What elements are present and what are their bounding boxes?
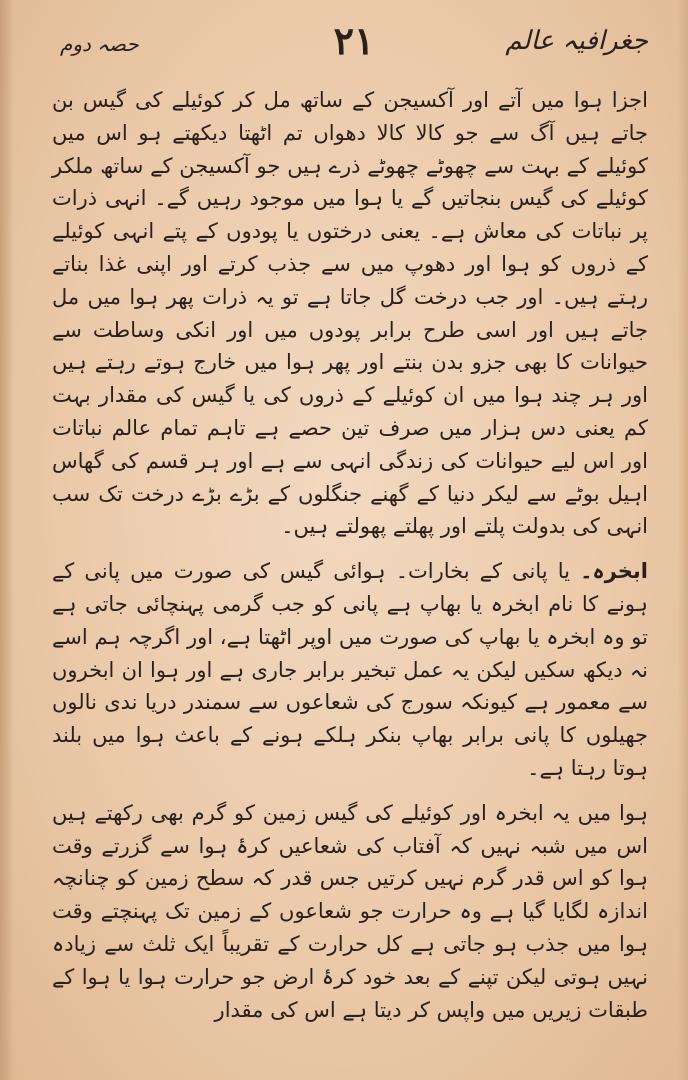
paragraph-text: ہوا میں یہ ابخرہ اور کوئیلے کی گیس زمین کو گرم بھی رکھتے ہیں اس میں شبہ نہیں کہ آفتاب کی شعاعیں کرۂ ہوا سے گزرتے وقت ہوا کو اس قدر گرم نہیں کرتیں جس قدر کہ سطح زمین کو چنانچہ اندازہ لگایا گیا ہے وہ حرارت جو شعاعوں کے زمین تک پہنچتے وقت ہوا میں جذب ہو جاتی ہے کل حرارت کے تقریباً ایک ثلث سے زیادہ نہیں ہوتی لیکن تپنے کے بعد خود کرۂ ارض جو حرارت ہوا یا ہوا کے طبقات زیریں میں واپس کر دیتا ہے اس کی مقدار [52, 800, 648, 1022]
page-number: ۲۱ [333, 18, 375, 63]
page-edge-shadow-left [0, 0, 14, 1080]
section-label: حصہ دوم [60, 32, 139, 56]
running-header [60, 18, 648, 78]
paragraph-water-vapour [52, 555, 648, 785]
book-title: جغرافیہ عالم [505, 26, 648, 56]
paragraph-text: اجزا ہوا میں آتے اور آکسیجن کے ساتھ مل کر کوئیلے کی گیس بن جاتے ہیں آگ سے جو کالا کالا دھواں تم اٹھتا دیکھتے ہو اس میں کوئیلے کے بہت سے چھوٹے چھوٹے ذرے ہیں جو آکسیجن کے ساتھ ملکر کوئیلے کی گیس بنجاتیں گے یا ہوا میں موجود رہیں گے۔ انہی ذرات پر نباتات کی معاش ہے۔ یعنی درختوں یا پودوں کے پتے انہی کوئیلے کے ذروں کو ہوا اور دھوپ میں سے جذب کرتے اور اپنی غذا بناتے رہتے ہیں۔ اور جب درخت گل جاتا ہے تو یہ ذرات پھر ہوا میں مل جاتے ہیں اور اسی طرح برابر پودوں میں اور انکی وساطت سے حیوانات کا بھی جزو بدن بنتے اور پھر ہوا میں خارج ہوتے رہتے ہیں اور ہر چند ہوا میں ان کوئیلے کے ذروں کی یا گیس کی مقدار بہت کم یعنی دس ہزار میں صرف تین حصے ہے تاہم تمام عالم نباتات اور اس لیے حیوانات کی زندگی انہی سے ہے اور ہر قسم کی گھاس اہیل بوٹے سے لیکر دنیا کے گھنے جنگلوں کے بڑے بڑے درخت تک سب انہی کی بدولت پلتے اور پھلتے پھولتے ہیں۔ [52, 88, 648, 539]
paragraph-text: یا پانی کے بخارات۔ ہوائی گیس کی صورت میں پانی کے ہونے کا نام ابخرہ یا بھاپ ہے پانی کو جب گرمی پہنچائی جاتی ہے تو وہ ابخرہ یا بھاپ کی صورت میں اوپر اٹھتا ہے، اور اگرچہ ہم اسے نہ دیکھ سکیں لیکن یہ عمل تبخیر برابر جاری ہے اور ہوا ان ابخروں سے معمور ہے کیونکہ سورج کی شعاعوں سے سمندر دریا ندی نالوں جھیلوں کا پانی برابر بھاپ بنکر ہلکے ہونے کے باعث ہوا میں بلند ہوتا رہتا ہے۔ [52, 559, 648, 780]
body-text [52, 84, 648, 1026]
page-edge-shadow-right [678, 0, 688, 1080]
paragraph-heading: ابخرہ۔ [580, 559, 648, 584]
paragraph-heat-retention [52, 797, 648, 1027]
paragraph-carbon-cycle [52, 84, 648, 543]
